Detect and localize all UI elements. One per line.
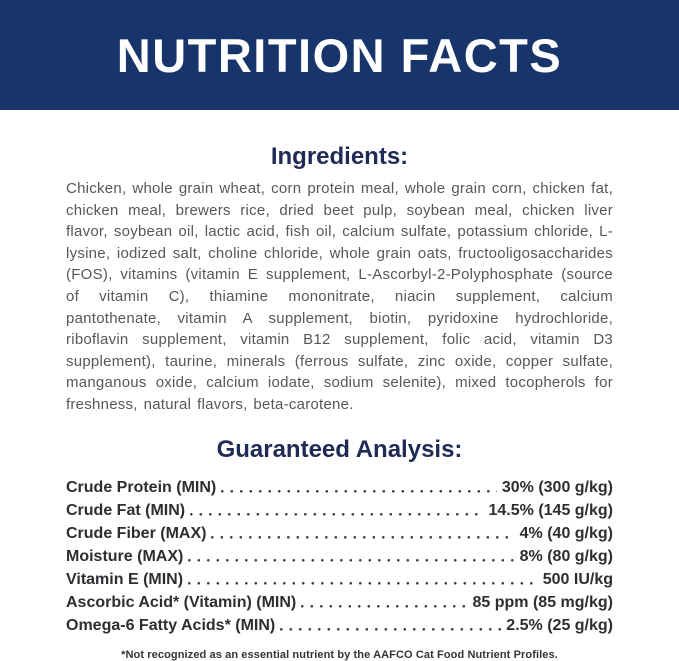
analysis-row	[66, 543, 613, 566]
nutrient-value: 85 ppm (85 mg/kg)	[472, 593, 613, 611]
ingredients-heading: Ingredients:	[270, 143, 409, 170]
aafco-footnote: *Not recognized as an essential nutrient by the AAFCO Cat Food Nutrient Profiles.	[121, 648, 558, 661]
nutrient-value: 8% (80 g/kg)	[519, 547, 613, 565]
nutrient-value: 14.5% (145 g/kg)	[488, 501, 613, 519]
dot-leader	[221, 490, 497, 493]
guaranteed-analysis-heading: Guaranteed Analysis:	[216, 435, 463, 463]
analysis-row	[66, 474, 613, 497]
analysis-row	[66, 497, 613, 520]
analysis-row	[66, 566, 613, 589]
nutrient-label: Omega-6 Fatty Acids* (MIN)	[66, 616, 276, 634]
dot-leader	[188, 582, 538, 585]
ingredients-paragraph: Chicken, whole grain wheat, corn protein meal, whole grain corn, chicken fat, chicken meal, brewers rice, dried beet pulp, soybean meal, chicken liver flavor, soybean oil, lactic acid, fish oil, calcium sulfate, potassium chloride, L-lysine, iodized salt, choline chloride, whole grain oats, fructooligosaccharides (FOS), vitamins (vitamin E supplement, L-Ascorbyl-2-Polyphosphate (source of vitamin C), thiamine mononitrate, niacin supplement, calcium pantothenate, vitamin A supplement, biotin, pyridoxine hydrochloride, riboflavin supplement, vitamin B12 supplement, folic acid, vitamin D3 supplement), taurine, minerals (ferrous sulfate, zinc oxide, copper sulfate, manganous oxide, calcium iodate, sodium selenite), mixed tocopherols for freshness, natural flavors, beta-carotene.	[66, 180, 613, 413]
guaranteed-analysis-table	[66, 474, 613, 635]
nutrient-value: 30% (300 g/kg)	[501, 478, 613, 496]
nutrient-value: 500 IU/kg	[542, 570, 613, 588]
nutrition-facts-banner	[0, 0, 679, 110]
dot-leader	[188, 559, 514, 562]
analysis-row	[66, 612, 613, 635]
nutrient-label: Moisture (MAX)	[66, 547, 184, 565]
dot-leader	[211, 536, 514, 539]
nutrient-label: Vitamin E (MIN)	[66, 570, 184, 588]
nutrient-value: 4% (40 g/kg)	[519, 524, 613, 542]
nutrient-value: 2.5% (25 g/kg)	[506, 616, 613, 634]
nutrient-label: Crude Protein (MIN)	[66, 478, 217, 496]
dot-leader	[280, 628, 501, 631]
analysis-row	[66, 589, 613, 612]
banner-title: NUTRITION FACTS	[116, 28, 563, 82]
nutrient-label: Ascorbic Acid* (Vitamin) (MIN)	[66, 593, 297, 611]
nutrient-label: Crude Fiber (MAX)	[66, 524, 207, 542]
analysis-row	[66, 520, 613, 543]
nutrient-label: Crude Fat (MIN)	[66, 501, 186, 519]
dot-leader	[301, 605, 467, 608]
dot-leader	[190, 513, 483, 516]
